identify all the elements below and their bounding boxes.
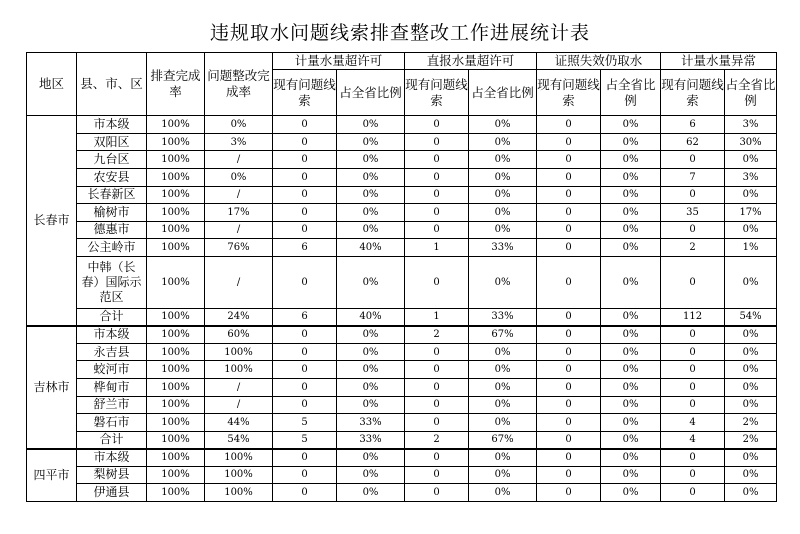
reported-over-clues-cell: 0	[405, 168, 469, 186]
metered-abnormal-ratio-cell: 0%	[725, 256, 777, 308]
table-row	[27, 256, 777, 308]
reported-over-ratio-cell: 0%	[469, 361, 537, 379]
metered-abnormal-ratio-cell: 0%	[725, 396, 777, 414]
reported-over-clues-cell: 0	[405, 466, 469, 484]
rectify-rate-cell: 100%	[205, 343, 273, 361]
check-rate-cell: 100%	[147, 133, 205, 151]
metered-abnormal-clues-cell: 0	[661, 256, 725, 308]
check-rate-cell: 100%	[147, 116, 205, 134]
metered-abnormal-ratio-cell: 0%	[725, 343, 777, 361]
metered-over-ratio-cell: 0%	[337, 326, 405, 344]
check-rate-cell: 100%	[147, 221, 205, 239]
metered-over-ratio-cell: 0%	[337, 484, 405, 502]
license-expired-clues-cell: 0	[537, 256, 601, 308]
metered-abnormal-clues-cell: 112	[661, 308, 725, 326]
rectify-rate-cell: 100%	[205, 484, 273, 502]
reported-over-clues-cell: 0	[405, 449, 469, 467]
check-rate-cell: 100%	[147, 414, 205, 432]
table-row	[27, 396, 777, 414]
metered-over-clues-cell: 0	[273, 116, 337, 134]
reported-over-ratio-cell: 33%	[469, 308, 537, 326]
reported-over-clues-cell: 2	[405, 431, 469, 449]
rectify-rate-cell: 3%	[205, 133, 273, 151]
license-expired-ratio-cell: 0%	[601, 256, 661, 308]
reported-over-ratio-cell: 0%	[469, 221, 537, 239]
metered-abnormal-clues-cell: 0	[661, 378, 725, 396]
metered-abnormal-ratio-cell: 0%	[725, 484, 777, 502]
subheader-ratio: 占全省比例	[601, 70, 661, 116]
rectify-rate-cell: 100%	[205, 466, 273, 484]
check-rate-cell: 100%	[147, 343, 205, 361]
rectify-rate-cell: 0%	[205, 116, 273, 134]
metered-abnormal-ratio-cell: 0%	[725, 449, 777, 467]
metered-over-clues-cell: 0	[273, 168, 337, 186]
license-expired-ratio-cell: 0%	[601, 239, 661, 257]
metered-abnormal-clues-cell: 7	[661, 168, 725, 186]
table-row	[27, 484, 777, 502]
reported-over-ratio-cell: 0%	[469, 168, 537, 186]
metered-abnormal-ratio-cell: 0%	[725, 151, 777, 169]
county-cell: 合计	[77, 431, 147, 449]
license-expired-ratio-cell: 0%	[601, 431, 661, 449]
reported-over-clues-cell: 0	[405, 414, 469, 432]
header-region: 地区	[27, 53, 77, 116]
license-expired-clues-cell: 0	[537, 466, 601, 484]
metered-over-clues-cell: 0	[273, 204, 337, 222]
license-expired-clues-cell: 0	[537, 186, 601, 204]
metered-abnormal-clues-cell: 62	[661, 133, 725, 151]
reported-over-ratio-cell: 0%	[469, 449, 537, 467]
header-check-rate: 排查完成率	[147, 53, 205, 116]
metered-abnormal-clues-cell: 0	[661, 466, 725, 484]
metered-abnormal-ratio-cell: 54%	[725, 308, 777, 326]
metered-abnormal-ratio-cell: 0%	[725, 186, 777, 204]
county-cell: 榆树市	[77, 204, 147, 222]
table-row	[27, 361, 777, 379]
license-expired-clues-cell: 0	[537, 449, 601, 467]
metered-over-clues-cell: 0	[273, 484, 337, 502]
metered-over-clues-cell: 0	[273, 343, 337, 361]
metered-abnormal-ratio-cell: 3%	[725, 168, 777, 186]
county-cell: 永吉县	[77, 343, 147, 361]
header-group-metered-abnormal: 计量水量异常	[661, 53, 777, 70]
table-row	[27, 221, 777, 239]
reported-over-clues-cell: 0	[405, 396, 469, 414]
table-row	[27, 308, 777, 326]
metered-over-ratio-cell: 40%	[337, 308, 405, 326]
metered-abnormal-ratio-cell: 17%	[725, 204, 777, 222]
license-expired-ratio-cell: 0%	[601, 308, 661, 326]
header-group-reported-over: 直报水量超许可	[405, 53, 537, 70]
table-row	[27, 343, 777, 361]
metered-abnormal-clues-cell: 0	[661, 343, 725, 361]
statistics-table	[26, 52, 777, 502]
county-cell: 公主岭市	[77, 239, 147, 257]
license-expired-clues-cell: 0	[537, 239, 601, 257]
license-expired-ratio-cell: 0%	[601, 151, 661, 169]
rectify-rate-cell: /	[205, 378, 273, 396]
reported-over-ratio-cell: 0%	[469, 186, 537, 204]
county-cell: 合计	[77, 308, 147, 326]
county-cell: 德惠市	[77, 221, 147, 239]
table-row	[27, 239, 777, 257]
metered-over-clues-cell: 0	[273, 396, 337, 414]
metered-abnormal-clues-cell: 0	[661, 221, 725, 239]
metered-over-clues-cell: 5	[273, 414, 337, 432]
license-expired-clues-cell: 0	[537, 378, 601, 396]
county-cell: 桦甸市	[77, 378, 147, 396]
subheader-ratio: 占全省比例	[337, 70, 405, 116]
metered-abnormal-clues-cell: 0	[661, 484, 725, 502]
county-cell: 市本级	[77, 449, 147, 467]
table-title: 违规取水问题线索排查整改工作进展统计表	[209, 22, 590, 44]
metered-abnormal-ratio-cell: 1%	[725, 239, 777, 257]
reported-over-clues-cell: 0	[405, 256, 469, 308]
license-expired-ratio-cell: 0%	[601, 133, 661, 151]
license-expired-clues-cell: 0	[537, 361, 601, 379]
metered-abnormal-ratio-cell: 0%	[725, 378, 777, 396]
check-rate-cell: 100%	[147, 204, 205, 222]
header-rectify-rate: 问题整改完成率	[205, 53, 273, 116]
rectify-rate-cell: /	[205, 221, 273, 239]
subheader-clues: 现有问题线索	[661, 70, 725, 116]
license-expired-clues-cell: 0	[537, 414, 601, 432]
check-rate-cell: 100%	[147, 378, 205, 396]
license-expired-clues-cell: 0	[537, 133, 601, 151]
table-row	[27, 204, 777, 222]
rectify-rate-cell: 54%	[205, 431, 273, 449]
check-rate-cell: 100%	[147, 361, 205, 379]
rectify-rate-cell: 100%	[205, 449, 273, 467]
reported-over-ratio-cell: 0%	[469, 396, 537, 414]
county-cell: 磐石市	[77, 414, 147, 432]
reported-over-ratio-cell: 0%	[469, 343, 537, 361]
rectify-rate-cell: /	[205, 396, 273, 414]
check-rate-cell: 100%	[147, 431, 205, 449]
reported-over-clues-cell: 0	[405, 221, 469, 239]
metered-over-ratio-cell: 0%	[337, 151, 405, 169]
metered-abnormal-clues-cell: 4	[661, 431, 725, 449]
metered-abnormal-ratio-cell: 0%	[725, 361, 777, 379]
metered-over-ratio-cell: 0%	[337, 396, 405, 414]
license-expired-ratio-cell: 0%	[601, 204, 661, 222]
metered-over-clues-cell: 0	[273, 378, 337, 396]
reported-over-ratio-cell: 0%	[469, 133, 537, 151]
check-rate-cell: 100%	[147, 239, 205, 257]
metered-abnormal-clues-cell: 0	[661, 361, 725, 379]
license-expired-clues-cell: 0	[537, 204, 601, 222]
metered-abnormal-clues-cell: 6	[661, 116, 725, 134]
check-rate-cell: 100%	[147, 449, 205, 467]
table-row	[27, 151, 777, 169]
table-row	[27, 449, 777, 467]
metered-abnormal-clues-cell: 0	[661, 151, 725, 169]
subheader-ratio: 占全省比例	[725, 70, 777, 116]
metered-over-clues-cell: 0	[273, 256, 337, 308]
license-expired-clues-cell: 0	[537, 168, 601, 186]
table-row	[27, 186, 777, 204]
license-expired-clues-cell: 0	[537, 343, 601, 361]
metered-abnormal-ratio-cell: 2%	[725, 431, 777, 449]
check-rate-cell: 100%	[147, 308, 205, 326]
rectify-rate-cell: 100%	[205, 361, 273, 379]
county-cell: 市本级	[77, 326, 147, 344]
county-cell: 双阳区	[77, 133, 147, 151]
metered-over-clues-cell: 0	[273, 361, 337, 379]
table-row	[27, 133, 777, 151]
table-row	[27, 431, 777, 449]
license-expired-clues-cell: 0	[537, 151, 601, 169]
reported-over-clues-cell: 0	[405, 343, 469, 361]
reported-over-clues-cell: 0	[405, 133, 469, 151]
reported-over-clues-cell: 2	[405, 326, 469, 344]
county-cell: 市本级	[77, 116, 147, 134]
table-row	[27, 116, 777, 134]
license-expired-clues-cell: 0	[537, 431, 601, 449]
license-expired-ratio-cell: 0%	[601, 396, 661, 414]
reported-over-clues-cell: 0	[405, 116, 469, 134]
metered-abnormal-ratio-cell: 0%	[725, 221, 777, 239]
metered-over-clues-cell: 0	[273, 186, 337, 204]
check-rate-cell: 100%	[147, 484, 205, 502]
reported-over-ratio-cell: 0%	[469, 256, 537, 308]
rectify-rate-cell: 0%	[205, 168, 273, 186]
license-expired-clues-cell: 0	[537, 308, 601, 326]
check-rate-cell: 100%	[147, 466, 205, 484]
reported-over-ratio-cell: 0%	[469, 204, 537, 222]
check-rate-cell: 100%	[147, 326, 205, 344]
metered-over-ratio-cell: 33%	[337, 431, 405, 449]
metered-abnormal-clues-cell: 4	[661, 414, 725, 432]
header-county: 县、市、区	[77, 53, 147, 116]
metered-over-ratio-cell: 0%	[337, 466, 405, 484]
county-cell: 舒兰市	[77, 396, 147, 414]
check-rate-cell: 100%	[147, 396, 205, 414]
metered-abnormal-ratio-cell: 0%	[725, 326, 777, 344]
check-rate-cell: 100%	[147, 168, 205, 186]
license-expired-ratio-cell: 0%	[601, 168, 661, 186]
rectify-rate-cell: 44%	[205, 414, 273, 432]
license-expired-ratio-cell: 0%	[601, 466, 661, 484]
license-expired-ratio-cell: 0%	[601, 484, 661, 502]
metered-over-ratio-cell: 0%	[337, 221, 405, 239]
reported-over-clues-cell: 0	[405, 484, 469, 502]
header-group-metered-over: 计量水量超许可	[273, 53, 405, 70]
license-expired-clues-cell: 0	[537, 116, 601, 134]
check-rate-cell: 100%	[147, 186, 205, 204]
region-cell: 吉林市	[27, 326, 77, 449]
rectify-rate-cell: 76%	[205, 239, 273, 257]
metered-over-ratio-cell: 40%	[337, 239, 405, 257]
county-cell: 伊通县	[77, 484, 147, 502]
metered-over-ratio-cell: 0%	[337, 204, 405, 222]
reported-over-ratio-cell: 0%	[469, 151, 537, 169]
header-group-license-expired: 证照失效仍取水	[537, 53, 661, 70]
reported-over-ratio-cell: 67%	[469, 326, 537, 344]
subheader-ratio: 占全省比例	[469, 70, 537, 116]
license-expired-ratio-cell: 0%	[601, 186, 661, 204]
metered-over-ratio-cell: 0%	[337, 186, 405, 204]
metered-over-clues-cell: 0	[273, 133, 337, 151]
metered-over-ratio-cell: 0%	[337, 361, 405, 379]
metered-over-clues-cell: 0	[273, 466, 337, 484]
metered-over-ratio-cell: 0%	[337, 116, 405, 134]
metered-abnormal-clues-cell: 0	[661, 396, 725, 414]
license-expired-ratio-cell: 0%	[601, 449, 661, 467]
table-row	[27, 326, 777, 344]
metered-over-clues-cell: 6	[273, 308, 337, 326]
license-expired-ratio-cell: 0%	[601, 378, 661, 396]
license-expired-clues-cell: 0	[537, 396, 601, 414]
reported-over-ratio-cell: 0%	[469, 484, 537, 502]
license-expired-ratio-cell: 0%	[601, 116, 661, 134]
metered-over-ratio-cell: 0%	[337, 133, 405, 151]
metered-abnormal-ratio-cell: 0%	[725, 466, 777, 484]
license-expired-clues-cell: 0	[537, 326, 601, 344]
subheader-clues: 现有问题线索	[273, 70, 337, 116]
reported-over-clues-cell: 1	[405, 308, 469, 326]
county-cell: 九台区	[77, 151, 147, 169]
subheader-clues: 现有问题线索	[405, 70, 469, 116]
rectify-rate-cell: 24%	[205, 308, 273, 326]
reported-over-ratio-cell: 0%	[469, 466, 537, 484]
county-cell: 农安县	[77, 168, 147, 186]
metered-over-ratio-cell: 0%	[337, 378, 405, 396]
license-expired-ratio-cell: 0%	[601, 414, 661, 432]
metered-abnormal-clues-cell: 2	[661, 239, 725, 257]
reported-over-ratio-cell: 67%	[469, 431, 537, 449]
table-row	[27, 414, 777, 432]
rectify-rate-cell: 60%	[205, 326, 273, 344]
metered-over-ratio-cell: 0%	[337, 256, 405, 308]
metered-abnormal-clues-cell: 0	[661, 326, 725, 344]
county-cell: 蛟河市	[77, 361, 147, 379]
metered-over-clues-cell: 0	[273, 326, 337, 344]
county-cell: 长春新区	[77, 186, 147, 204]
reported-over-clues-cell: 0	[405, 186, 469, 204]
metered-over-ratio-cell: 0%	[337, 343, 405, 361]
metered-abnormal-clues-cell: 0	[661, 449, 725, 467]
reported-over-ratio-cell: 0%	[469, 116, 537, 134]
metered-abnormal-clues-cell: 35	[661, 204, 725, 222]
license-expired-ratio-cell: 0%	[601, 361, 661, 379]
metered-over-ratio-cell: 0%	[337, 168, 405, 186]
reported-over-ratio-cell: 0%	[469, 414, 537, 432]
subheader-clues: 现有问题线索	[537, 70, 601, 116]
metered-abnormal-ratio-cell: 30%	[725, 133, 777, 151]
metered-abnormal-ratio-cell: 3%	[725, 116, 777, 134]
license-expired-ratio-cell: 0%	[601, 326, 661, 344]
county-cell: 梨树县	[77, 466, 147, 484]
table-row	[27, 466, 777, 484]
reported-over-clues-cell: 0	[405, 378, 469, 396]
license-expired-clues-cell: 0	[537, 484, 601, 502]
metered-over-ratio-cell: 0%	[337, 449, 405, 467]
metered-abnormal-ratio-cell: 2%	[725, 414, 777, 432]
reported-over-clues-cell: 0	[405, 204, 469, 222]
reported-over-ratio-cell: 0%	[469, 378, 537, 396]
reported-over-clues-cell: 0	[405, 361, 469, 379]
rectify-rate-cell: 17%	[205, 204, 273, 222]
metered-over-clues-cell: 0	[273, 151, 337, 169]
region-cell: 四平市	[27, 449, 77, 502]
license-expired-clues-cell: 0	[537, 221, 601, 239]
rectify-rate-cell: /	[205, 186, 273, 204]
reported-over-ratio-cell: 33%	[469, 239, 537, 257]
rectify-rate-cell: /	[205, 151, 273, 169]
metered-abnormal-clues-cell: 0	[661, 186, 725, 204]
metered-over-clues-cell: 0	[273, 449, 337, 467]
metered-over-ratio-cell: 33%	[337, 414, 405, 432]
check-rate-cell: 100%	[147, 151, 205, 169]
rectify-rate-cell: /	[205, 256, 273, 308]
county-cell: 中韩（长春）国际示范区	[77, 256, 147, 308]
metered-over-clues-cell: 6	[273, 239, 337, 257]
license-expired-ratio-cell: 0%	[601, 343, 661, 361]
table-row	[27, 378, 777, 396]
metered-over-clues-cell: 0	[273, 221, 337, 239]
metered-over-clues-cell: 5	[273, 431, 337, 449]
reported-over-clues-cell: 0	[405, 151, 469, 169]
check-rate-cell: 100%	[147, 256, 205, 308]
region-cell: 长春市	[27, 116, 77, 326]
table-row	[27, 168, 777, 186]
reported-over-clues-cell: 1	[405, 239, 469, 257]
license-expired-ratio-cell: 0%	[601, 221, 661, 239]
